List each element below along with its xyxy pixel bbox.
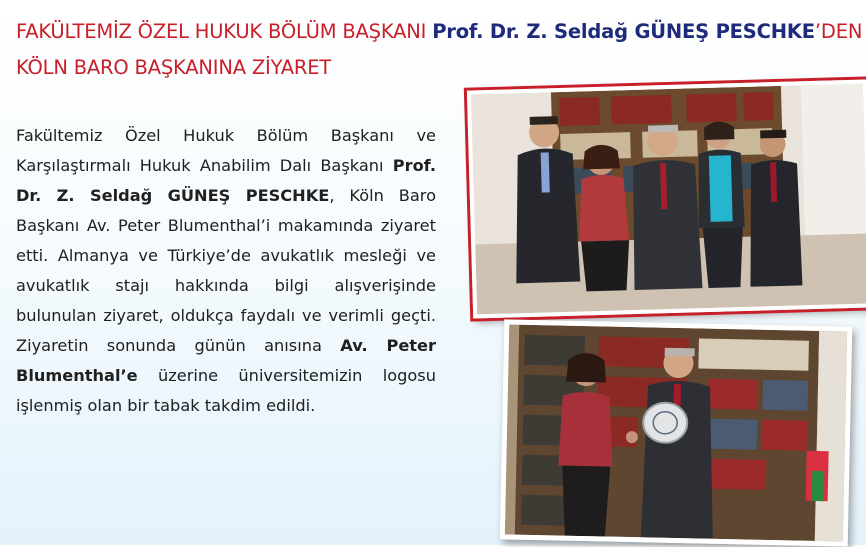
plate-presentation-photo xyxy=(500,319,853,546)
article-title xyxy=(16,14,866,86)
title-prefix: FAKÜLTEMİZ ÖZEL HUKUK BÖLÜM BAŞKANI xyxy=(16,20,433,43)
article-body xyxy=(16,121,436,421)
body-person-name: Prof. Dr. Z. Seldağ GÜNEŞ PESCHKE xyxy=(16,156,436,205)
group-photo-illustration xyxy=(471,84,866,315)
body-text-part3: üzerine üniversitemizin logosu işlenmiş olan bir tabak takdim edildi. xyxy=(16,366,436,415)
group-photo xyxy=(467,79,866,318)
title-suffix: ’DEN KÖLN BARO BAŞKANINA ZİYARET xyxy=(16,20,863,79)
title-person-name: Prof. Dr. Z. Seldağ GÜNEŞ PESCHKE xyxy=(432,20,815,43)
body-text-part2: , Köln Baro Başkanı Av. Peter Blumenthal’i makamında ziyaret etti. Almanya ve Türkiye’de avukatlık mesleği ve avukatlık stajı hakkında bilgi alışverişinde bulunulan ziyaret, oldukça faydalı ve verimli geçti. Ziyaretin sonunda günün anısına xyxy=(16,186,437,355)
plate-photo-illustration xyxy=(505,324,847,541)
body-recipient-name: Av. Peter Blumenthal’e xyxy=(16,336,436,385)
body-text-part1: Fakültemiz Özel Hukuk Bölüm Başkanı ve Karşılaştırmalı Hukuk Anabilim Dalı Başkanı xyxy=(16,126,436,175)
